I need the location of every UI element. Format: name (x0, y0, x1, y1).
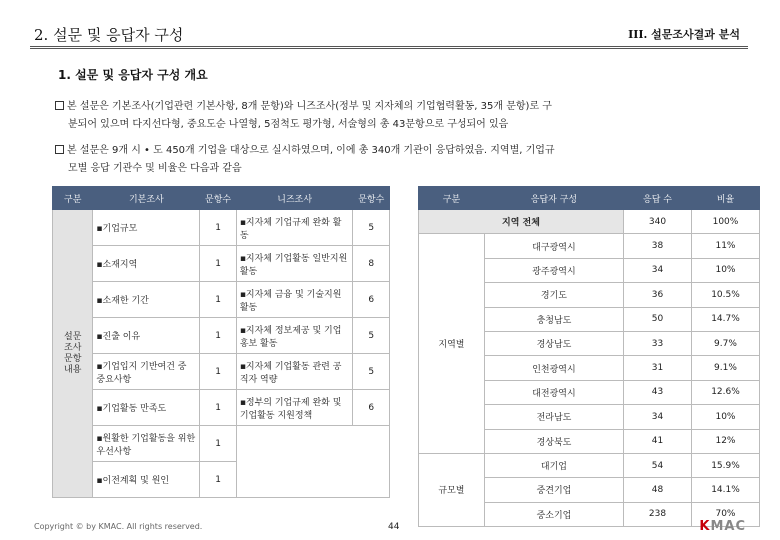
table-row (53, 318, 390, 354)
paragraph-2-line-1: 본 설문은 9개 시 • 도 450개 기업을 대상으로 실시하였으며, 이에 총 340개 기관이 응답하였음. 지역별, 기업규 (67, 145, 555, 156)
row-count: 34 (623, 405, 691, 429)
row-count: 33 (623, 331, 691, 355)
table-row (53, 282, 390, 318)
checkbox-bullet-icon (55, 145, 64, 154)
page-number: 44 (388, 522, 400, 532)
paragraph-1-line-1: 본 설문은 기본조사(기업관련 기본사항, 8개 문항)와 니즈조사(정부 및 지자체의 기업협력활동, 35개 문항)로 구 (67, 101, 552, 112)
col-header-count: 응답 수 (623, 187, 691, 210)
basic-count: 1 (200, 354, 237, 390)
row-pct: 10% (691, 405, 759, 429)
row-count: 54 (623, 453, 691, 477)
size-group-label: 규모별 (419, 453, 485, 526)
needs-count: 6 (353, 282, 390, 318)
needs-item: ▪지자체 기업활동 일반지원 활동 (236, 246, 353, 282)
row-count: 41 (623, 429, 691, 453)
row-pct: 15.9% (691, 453, 759, 477)
respondent-table (418, 186, 760, 527)
basic-count: 1 (200, 426, 237, 462)
copyright-text: Copyright © by KMAC. All rights reserved. (34, 522, 203, 531)
row-count: 43 (623, 380, 691, 404)
paragraph-1-line-2: 분되어 있으며 다지선다형, 중요도순 나열형, 5점척도 평가형, 서술형의 총 43문항으로 구성되어 있음 (68, 119, 509, 130)
row-label: 광주광역시 (484, 258, 623, 282)
basic-item: ▪기업활동 만족도 (93, 390, 200, 426)
basic-count: 1 (200, 318, 237, 354)
needs-item: ▪지자체 정보제공 및 기업홍보 활동 (236, 318, 353, 354)
row-pct: 14.1% (691, 478, 759, 502)
total-pct: 100% (691, 210, 759, 234)
row-label: 대전광역시 (484, 380, 623, 404)
row-label: 중견기업 (484, 478, 623, 502)
table-row (53, 390, 390, 426)
basic-count: 1 (200, 390, 237, 426)
row-pct: 9.1% (691, 356, 759, 380)
row-count: 48 (623, 478, 691, 502)
col-header-category: 구분 (53, 187, 93, 210)
col-header-needs: 니즈조사 (236, 187, 353, 210)
basic-item: ▪기업규모 (93, 210, 200, 246)
needs-item: ▪정부의 기업규제 완화 및 기업활동 지원정책 (236, 390, 353, 426)
table-row (419, 453, 760, 477)
col-header-needs-count: 문항수 (353, 187, 390, 210)
row-pct: 70% (691, 502, 759, 526)
col-header-basic-count: 문항수 (200, 187, 237, 210)
checkbox-bullet-icon (55, 101, 64, 110)
row-pct: 10% (691, 258, 759, 282)
needs-count: 6 (353, 390, 390, 426)
table-header-row (419, 187, 760, 210)
table-row (53, 210, 390, 246)
total-label: 지역 전체 (419, 210, 624, 234)
row-count: 34 (623, 258, 691, 282)
needs-item: ▪지자체 기업활동 관련 공직자 역량 (236, 354, 353, 390)
empty-cell (236, 426, 389, 498)
region-group-label: 지역별 (419, 234, 485, 454)
table-row (419, 234, 760, 258)
col-header-basic: 기본조사 (93, 187, 200, 210)
basic-count: 1 (200, 246, 237, 282)
basic-item: ▪원활한 기업활동을 위한 우선사항 (93, 426, 200, 462)
row-label: 경상북도 (484, 429, 623, 453)
paragraph-2-line-2: 모별 응답 기관수 및 비율은 다음과 같음 (68, 163, 242, 174)
row-count: 36 (623, 283, 691, 307)
needs-count: 5 (353, 210, 390, 246)
needs-count: 5 (353, 354, 390, 390)
category-cell: 설문 조사 문항 내용 (53, 210, 93, 498)
row-pct: 9.7% (691, 331, 759, 355)
basic-item: ▪진출 이유 (93, 318, 200, 354)
row-label: 대구광역시 (484, 234, 623, 258)
row-label: 인천광역시 (484, 356, 623, 380)
row-label: 경기도 (484, 283, 623, 307)
basic-count: 1 (200, 210, 237, 246)
basic-item: ▪소재지역 (93, 246, 200, 282)
paragraph-2 (55, 142, 745, 178)
kmac-logo: KMAC (699, 519, 746, 534)
row-label: 대기업 (484, 453, 623, 477)
basic-count: 1 (200, 462, 237, 498)
section-title: 1. 설문 및 응답자 구성 개요 (58, 68, 208, 82)
row-label: 경상남도 (484, 331, 623, 355)
survey-items-table (52, 186, 390, 498)
table-row (53, 354, 390, 390)
row-pct: 11% (691, 234, 759, 258)
basic-item: ▪기업입지 기반여건 중 중요사항 (93, 354, 200, 390)
header-divider (30, 46, 748, 49)
col-header-composition: 응답자 구성 (484, 187, 623, 210)
row-label: 충청남도 (484, 307, 623, 331)
part-heading: III. 설문조사결과 분석 (628, 28, 740, 41)
table-header-row (53, 187, 390, 210)
row-pct: 12.6% (691, 380, 759, 404)
basic-item: ▪소재한 기간 (93, 282, 200, 318)
col-header-ratio: 비율 (691, 187, 759, 210)
row-count: 38 (623, 234, 691, 258)
row-count: 50 (623, 307, 691, 331)
chapter-heading: 2. 설문 및 응답자 구성 (34, 26, 184, 44)
needs-count: 5 (353, 318, 390, 354)
total-row (419, 210, 760, 234)
col-header-category: 구분 (419, 187, 485, 210)
row-label: 중소기업 (484, 502, 623, 526)
row-label: 전라남도 (484, 405, 623, 429)
row-pct: 12% (691, 429, 759, 453)
paragraph-1 (55, 98, 745, 134)
needs-item: ▪지자체 금융 및 기술지원 활동 (236, 282, 353, 318)
total-count: 340 (623, 210, 691, 234)
row-pct: 10.5% (691, 283, 759, 307)
row-count: 31 (623, 356, 691, 380)
basic-item: ▪이전계획 및 원인 (93, 462, 200, 498)
table-row (53, 246, 390, 282)
needs-item: ▪지자체 기업규제 완화 활동 (236, 210, 353, 246)
basic-count: 1 (200, 282, 237, 318)
row-count: 238 (623, 502, 691, 526)
row-pct: 14.7% (691, 307, 759, 331)
needs-count: 8 (353, 246, 390, 282)
table-row (53, 426, 390, 462)
